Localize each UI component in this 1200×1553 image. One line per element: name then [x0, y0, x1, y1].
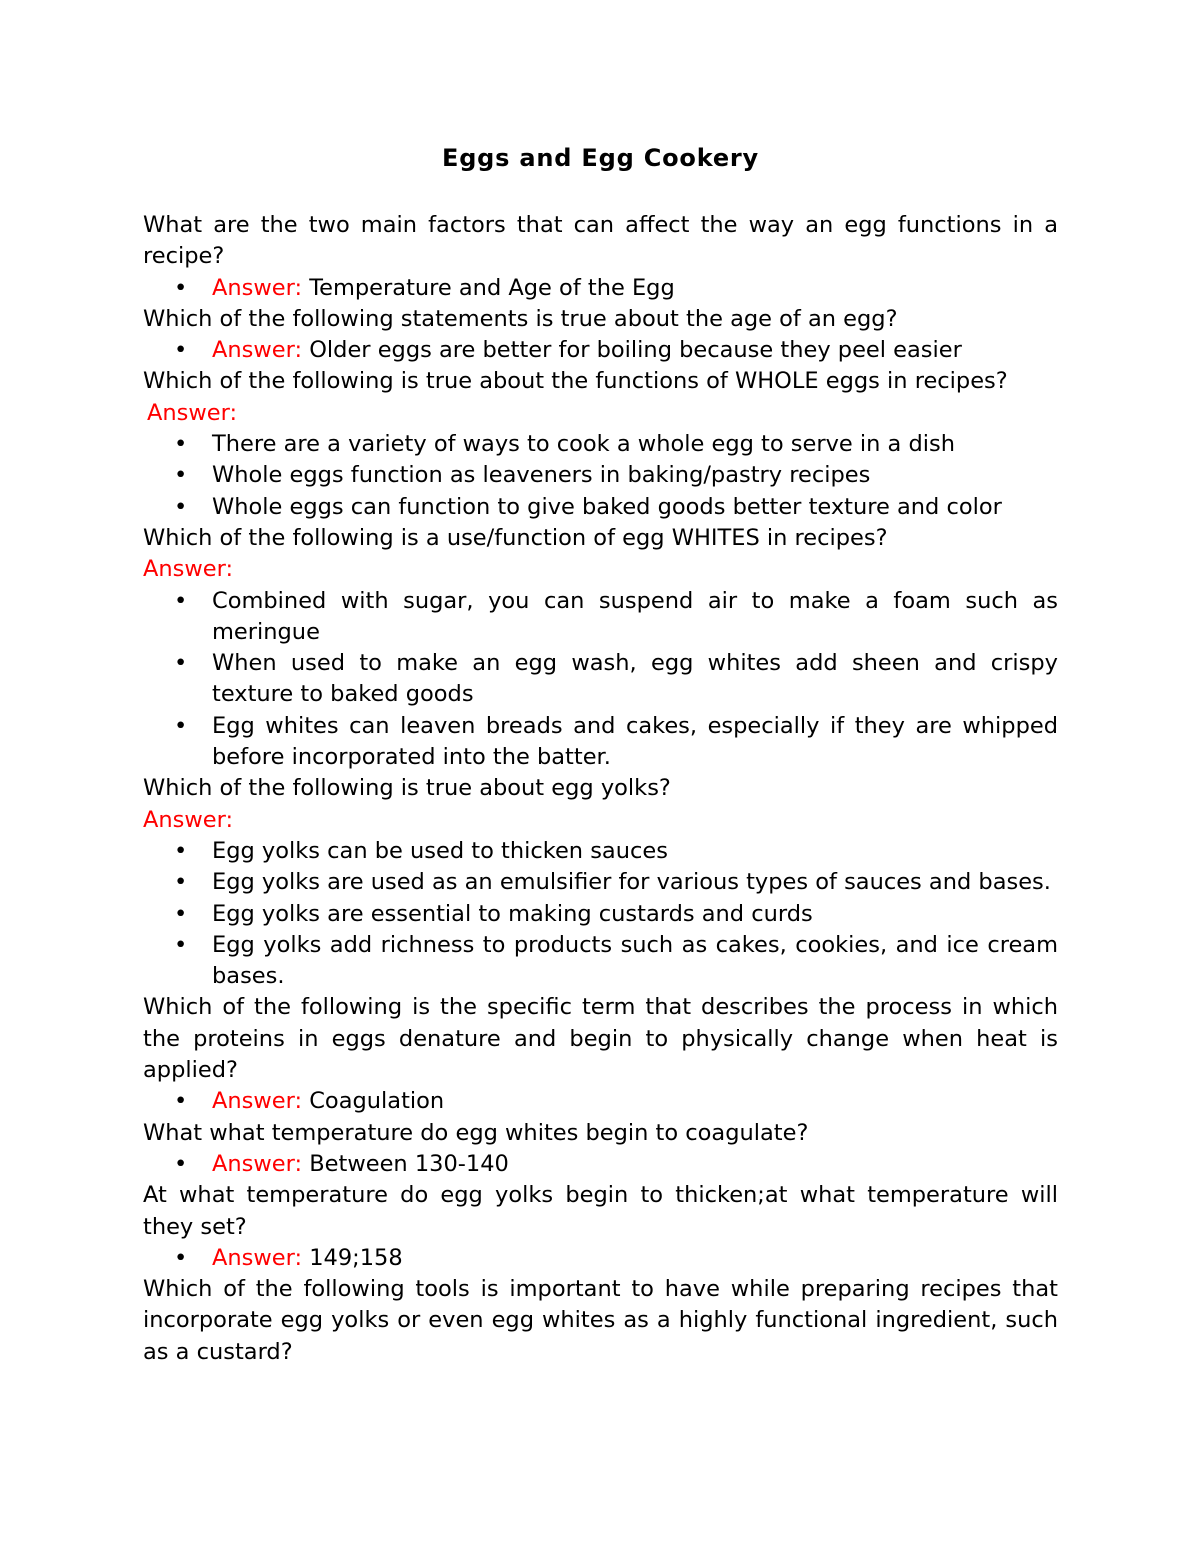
document-page: [143, 138, 1058, 1368]
question-text: Which of the following statements is true about the age of an egg?: [143, 305, 898, 332]
answer-heading: [143, 398, 1058, 429]
bullet-icon: •: [174, 650, 188, 677]
answer-label: Answer:: [212, 1244, 303, 1271]
bullet-icon: •: [174, 931, 188, 958]
answer-item: [143, 930, 1058, 993]
question-text: Which of the following is true about egg yolks?: [143, 775, 671, 802]
bullet-icon: •: [174, 587, 188, 614]
bullet-icon: •: [174, 900, 188, 927]
answer-item: [143, 335, 1058, 366]
answer-text: Egg yolks are essential to making custards and curds: [212, 900, 813, 927]
answer-text: Between 130-140: [309, 1150, 509, 1177]
answer-list: [143, 836, 1058, 992]
question-text: Which of the following is a use/function of egg WHITES in recipes?: [143, 524, 888, 551]
answer-label: Answer:: [143, 556, 234, 583]
answer-item: [143, 460, 1058, 491]
bullet-icon: •: [174, 1088, 188, 1115]
answer-text: 149;158: [309, 1244, 403, 1271]
answer-label: Answer:: [147, 399, 238, 426]
answer-item: [143, 429, 1058, 460]
bullet-icon: •: [174, 712, 188, 739]
answer-text: Combined with sugar, you can suspend air to make a foam such as meringue: [212, 587, 1058, 645]
answer-text: Whole eggs can function to give baked goods better texture and color: [212, 493, 1002, 520]
answer-item: [143, 1149, 1058, 1180]
answer-list: [143, 335, 1058, 366]
answer-item: [143, 867, 1058, 898]
answer-list: [143, 273, 1058, 304]
bullet-icon: •: [174, 274, 188, 301]
answer-text: Egg yolks add richness to products such as cakes, cookies, and ice cream bases.: [212, 931, 1058, 990]
answer-text: Egg yolks can be used to thicken sauces: [212, 837, 668, 864]
answer-list: [143, 1243, 1058, 1274]
answer-label: Answer:: [212, 337, 303, 364]
bullet-icon: •: [174, 1150, 188, 1177]
question-text: At what temperature do egg yolks begin to thicken;at what temperature will they set?: [143, 1182, 1058, 1240]
question-text: Which of the following is the specific term that describes the process in which the proteins in eggs denature and begin to physically change when heat is applied?: [143, 994, 1058, 1084]
answer-item: [143, 273, 1058, 304]
answer-item: [143, 711, 1058, 774]
answer-list: [143, 1149, 1058, 1180]
question-text: What are the two main factors that can affect the way an egg functions in a recipe?: [143, 212, 1058, 270]
answer-text: Egg whites can leaven breads and cakes, especially if they are whipped before incorporated into the batter.: [212, 712, 1058, 771]
answer-item: [143, 899, 1058, 930]
answer-item: [143, 586, 1058, 649]
answer-heading: [143, 554, 1058, 585]
bullet-icon: •: [174, 337, 188, 364]
answer-text: Coagulation: [309, 1088, 445, 1115]
bullet-icon: •: [174, 869, 188, 896]
answer-item: [143, 492, 1058, 523]
answer-list: [143, 1086, 1058, 1117]
answer-list: [143, 586, 1058, 774]
answer-item: [143, 1086, 1058, 1117]
answer-label: Answer:: [212, 274, 303, 301]
question-text: Which of the following is true about the functions of WHOLE eggs in recipes?: [143, 368, 1008, 395]
bullet-icon: •: [174, 1244, 188, 1271]
bullet-icon: •: [174, 493, 188, 520]
answer-label: Answer:: [212, 1150, 303, 1177]
answer-text: Egg yolks are used as an emulsifier for various types of sauces and bases.: [212, 869, 1051, 896]
answer-text: Older eggs are better for boiling because they peel easier: [309, 337, 962, 364]
answer-text: Temperature and Age of the Egg: [309, 274, 675, 301]
bullet-icon: •: [174, 431, 188, 458]
answer-list: [143, 429, 1058, 523]
answer-item: [143, 836, 1058, 867]
answer-label: Answer:: [212, 1088, 303, 1115]
answer-heading: [143, 805, 1058, 836]
answer-item: [143, 1243, 1058, 1274]
answer-text: Whole eggs function as leaveners in baking/pastry recipes: [212, 462, 871, 489]
question-text: What what temperature do egg whites begin to coagulate?: [143, 1119, 809, 1146]
answer-item: [143, 648, 1058, 711]
bullet-icon: •: [174, 462, 188, 489]
answer-text: There are a variety of ways to cook a whole egg to serve in a dish: [212, 431, 956, 458]
question-text: Which of the following tools is important to have while preparing recipes that incorporate egg yolks or even egg whites as a highly functional ingredient, such as a custard?: [143, 1276, 1058, 1365]
document-title: Eggs and Egg Cookery: [442, 144, 759, 172]
answer-label: Answer:: [143, 806, 234, 833]
bullet-icon: •: [174, 837, 188, 864]
answer-text: When used to make an egg wash, egg whites add sheen and crispy texture to baked goods: [212, 650, 1058, 708]
